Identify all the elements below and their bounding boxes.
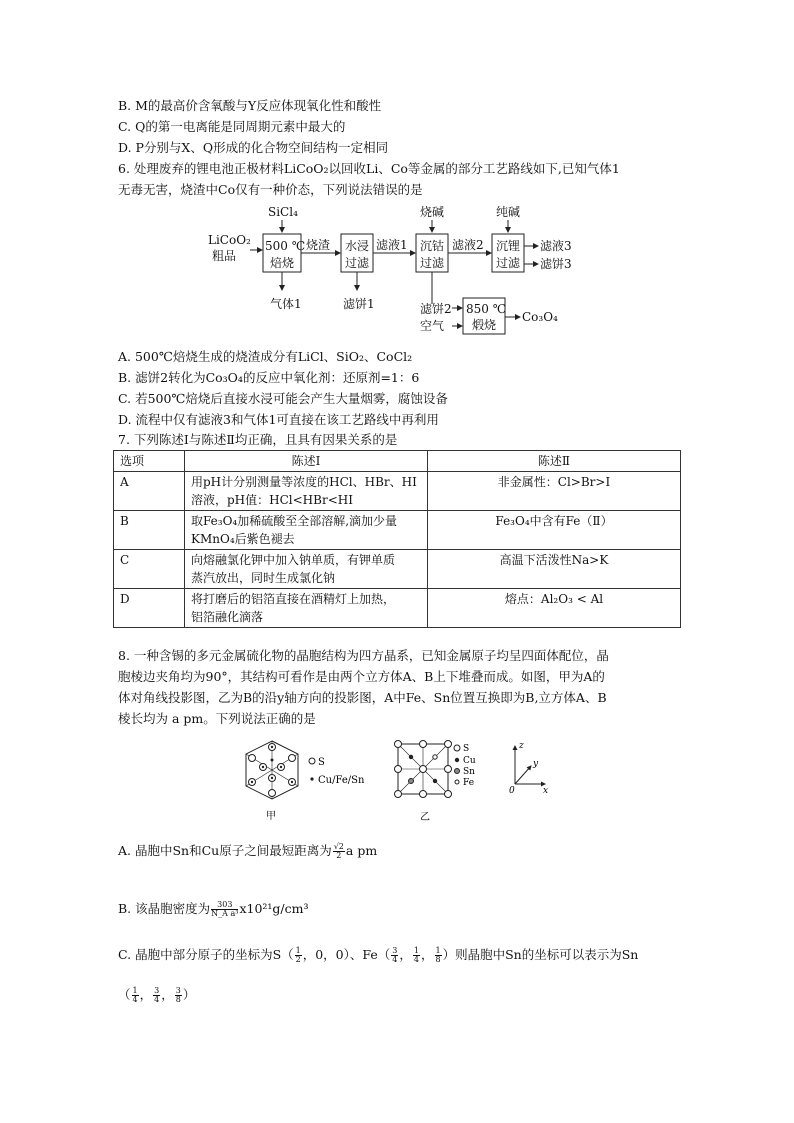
q7-stem: 7. 下列陈述Ⅰ与陈述Ⅱ均正确，且具有因果关系的是: [118, 432, 398, 447]
figure-yi: [390, 738, 500, 826]
flow-step3-b: 过滤: [420, 256, 445, 270]
row-statement2: 非金属性：Cl>Br>I: [428, 472, 681, 511]
jia-legend-s: S: [318, 757, 325, 768]
row-statement1: 将打磨后的铝箔直接在酒精灯上加热， 铝箔融化滴落: [185, 589, 428, 628]
flow-input-2: 粗品: [212, 249, 237, 263]
yi-legend-s: S: [463, 744, 470, 754]
q6-stem-line1: 6. 处理废弃的锂电池正极材料LiCoO₂以回收Li、Co等金属的部分工艺路线如下,已知气体1: [118, 161, 620, 176]
q6-stem-line2: 无毒无害，烧渣中Co仅有一种价态，下列说法错误的是: [118, 182, 423, 197]
row-option: A: [114, 472, 185, 511]
flow-out4b: 滤饼3: [540, 257, 572, 271]
row-statement1: 取Fe₃O₄加稀硫酸至全部溶解,滴加少量 KMnO₄后紫色褪去: [185, 511, 428, 550]
flow-step2-a: 水浸: [345, 239, 370, 253]
jia-legend-metal: Cu/Fe/Sn: [318, 775, 365, 786]
axis-origin: 0: [509, 786, 515, 794]
flow-step1-temp: 500 ℃: [265, 239, 306, 253]
flow-arrow2-label: 滤液1: [376, 238, 408, 252]
axes-diagram: [505, 738, 555, 794]
row-option: C: [114, 550, 185, 589]
table-row: [114, 472, 681, 511]
q8-option-b: B. 该晶胞密度为 $\frac{303}{\text{N\_A a³}}$ x10²¹g/cm³: [118, 900, 309, 918]
axis-x: x: [543, 786, 549, 794]
figure-jia: [238, 735, 388, 825]
flow-step5-name: 煅烧: [472, 318, 497, 332]
row-statement2: 熔点：Al₂O₃ < Al: [428, 589, 681, 628]
flow-step2-b: 过滤: [345, 256, 370, 270]
q5-option-b: B. M的最高价含氧酸与Y反应体现氧化性和酸性: [118, 98, 382, 113]
q6-option-c: C. 若500℃焙烧后直接水浸可能会产生大量烟雾，腐蚀设备: [118, 391, 448, 406]
q5-option-c: C. Q的第一电离能是同周期元素中最大的: [118, 119, 346, 134]
row-statement2: 高温下活泼性Na>K: [428, 550, 681, 589]
yi-legend-cu: Cu: [463, 756, 476, 766]
q8-option-a: A. 晶胞中Sn和Cu原子之间最短距离为 $\frac{√2}{2}$ a pm: [118, 842, 378, 860]
header-statement2: 陈述Ⅱ: [428, 451, 681, 472]
q8-stem-line3: 体对角线投影图，乙为B的沿y轴方向的投影图，A中Fe、Sn位置互换即为B,立方体A、B: [118, 690, 607, 705]
flow-arrow1-label: 烧渣: [306, 238, 331, 252]
q8-option-c: C. 晶胞中部分原子的坐标为S（ $\frac{1}{2}$ ，0，0）、Fe（ $\frac{3}{4}$ ， $\frac{1}{4}$ ， $\frac{1}{8}$ ）则晶胞中Sn的坐标可以表示为Sn: [118, 946, 639, 964]
flow-input-1: LiCoO₂: [208, 233, 251, 247]
flow-in5a: 滤饼2: [420, 302, 452, 316]
axis-z: z: [519, 741, 524, 751]
q6-option-b: B. 滤饼2转化为Co₃O₄的反应中氧化剂：还原剂=1：6: [118, 370, 420, 385]
table-row: [114, 550, 681, 589]
flow-reagent4: 纯碱: [496, 205, 521, 219]
flow-reagent3: 烧碱: [420, 205, 445, 219]
axis-y: y: [533, 759, 539, 769]
flow-out4a: 滤液3: [540, 239, 572, 253]
q8-stem-line1: 8. 一种含锡的多元金属硫化物的晶胞结构为四方晶系，已知金属原子均呈四面体配位，晶: [118, 648, 609, 663]
q8-stem-line4: 棱长均为 a pm。下列说法正确的是: [118, 711, 316, 726]
header-statement1: 陈述Ⅰ: [185, 451, 428, 472]
flow-step4-b: 过滤: [496, 256, 521, 270]
row-option: D: [114, 589, 185, 628]
q7-table: [113, 450, 681, 628]
q6-flow-diagram: [200, 200, 600, 342]
q5-option-d: D. P分别与X、Q形成的化合物空间结构一定相同: [118, 140, 389, 155]
flow-reagent1: SiCl₄: [268, 205, 298, 219]
row-statement2: Fe₃O₄中含有Fe（Ⅱ）: [428, 511, 681, 550]
q6-option-d: D. 流程中仅有滤液3和气体1可直接在该工艺路线中再利用: [118, 412, 439, 427]
flow-step3-a: 沉钴: [420, 239, 445, 253]
flow-step5-temp: 850 ℃: [466, 302, 507, 316]
flow-step1-name: 焙烧: [270, 256, 295, 270]
yi-legend-sn: Sn: [463, 767, 475, 777]
header-option: 选项: [114, 451, 185, 472]
q8-stem-line2: 胞棱边夹角均为90°，其结构可看作是由两个立方体A、B上下堆叠而成。如图，甲为A的: [118, 669, 605, 684]
yi-legend-fe: Fe: [463, 778, 475, 788]
flow-out5: Co₃O₄: [522, 310, 558, 324]
table-row: [114, 511, 681, 550]
row-statement1: 向熔融氯化钾中加入钠单质，有钾单质 蒸汽放出，同时生成氯化钠: [185, 550, 428, 589]
jia-label: 甲: [266, 811, 276, 822]
yi-label: 乙: [420, 812, 430, 823]
flow-out1: 气体1: [270, 297, 302, 311]
flow-out2: 滤饼1: [343, 297, 375, 311]
flow-arrow3-label: 滤液2: [452, 238, 484, 252]
q8-option-c-sn: （ $\frac{1}{4}$ ， $\frac{3}{4}$ ， $\frac{3}{8}$ ）: [118, 986, 196, 1004]
table-row: [114, 589, 681, 628]
flow-step4-a: 沉锂: [496, 239, 521, 253]
table-header-row: [114, 451, 681, 472]
flow-in5b: 空气: [420, 319, 445, 333]
row-statement1: 用pH计分别测量等浓度的HCl、HBr、HI 溶液，pH值：HCl<HBr<HI: [185, 472, 428, 511]
q6-option-a: A. 500℃焙烧生成的烧渣成分有LiCl、SiO₂、CoCl₂: [118, 349, 413, 364]
row-option: B: [114, 511, 185, 550]
